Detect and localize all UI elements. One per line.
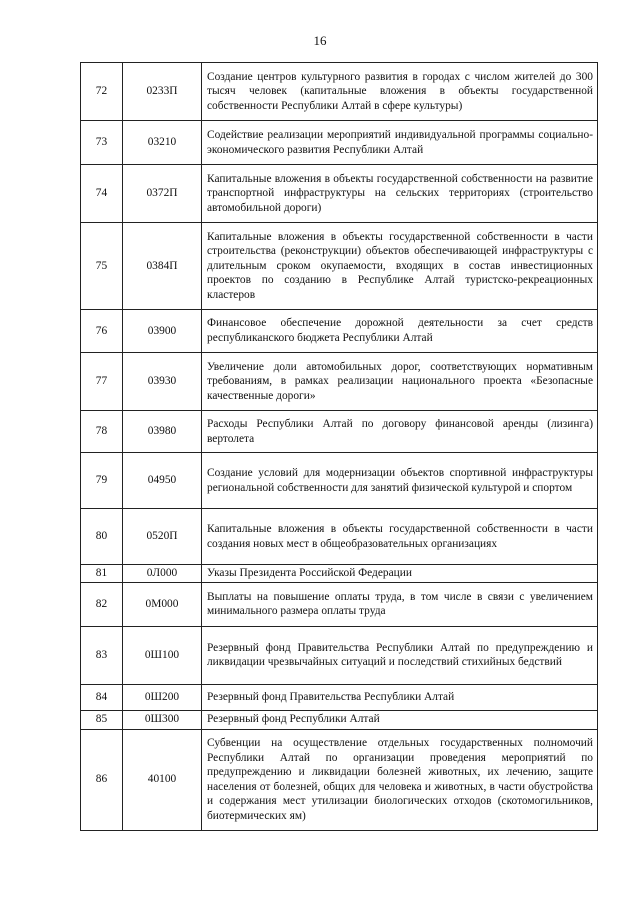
- row-description: Указы Президента Российской Федерации: [202, 565, 598, 583]
- table-row: [81, 165, 598, 223]
- row-number: 84: [81, 684, 123, 710]
- table-row: [81, 63, 598, 121]
- row-description: Капитальные вложения в объекты государственной собственности в части строительства (реконструкции) объектов обеспечивающей инфраструктуры с длительным сроком окупаемости, входящих в состав инвестиционных проектов по созданию в Республике Алтай туристско-рекреационных кластеров: [202, 223, 598, 310]
- row-code: 03900: [123, 310, 202, 353]
- row-code: 0520П: [123, 509, 202, 565]
- row-number: 82: [81, 582, 123, 626]
- row-description: Выплаты на повышение оплаты труда, в том числе в связи с увеличением минимального размера оплаты труда: [202, 582, 598, 626]
- table-row: [81, 729, 598, 830]
- table-row: [81, 565, 598, 583]
- table-row: [81, 121, 598, 165]
- row-number: 80: [81, 509, 123, 565]
- row-code: 03930: [123, 353, 202, 411]
- row-description: Увеличение доли автомобильных дорог, соответствующих нормативным требованиям, в рамках реализации национального проекта «Безопасные качественные дороги»: [202, 353, 598, 411]
- row-description: Капитальные вложения в объекты государственной собственности на развитие транспортной инфраструктуры на сельских территориях (строительство автомобильной дороги): [202, 165, 598, 223]
- page-number: 16: [313, 33, 327, 48]
- row-description: Содействие реализации мероприятий индивидуальной программы социально-экономического развития Республики Алтай: [202, 121, 598, 165]
- row-number: 81: [81, 565, 123, 583]
- row-description: Резервный фонд Правительства Республики Алтай по предупреждению и ликвидации чрезвычайных ситуаций и последствий стихийных бедствий: [202, 626, 598, 684]
- row-number: 72: [81, 63, 123, 121]
- row-description: Резервный фонд Правительства Республики Алтай: [202, 684, 598, 710]
- table-row: [81, 626, 598, 684]
- row-code: 0Л000: [123, 565, 202, 583]
- row-number: 79: [81, 453, 123, 509]
- table-row: [81, 453, 598, 509]
- table-row: [81, 509, 598, 565]
- row-code: 40100: [123, 729, 202, 830]
- row-number: 73: [81, 121, 123, 165]
- row-code: 0372П: [123, 165, 202, 223]
- table-row: [81, 710, 598, 729]
- row-number: 78: [81, 411, 123, 453]
- row-code: 03980: [123, 411, 202, 453]
- row-code: 0Ш200: [123, 684, 202, 710]
- row-number: 85: [81, 710, 123, 729]
- row-description: Капитальные вложения в объекты государственной собственности в части создания новых мест в общеобразовательных организациях: [202, 509, 598, 565]
- row-description: Создание центров культурного развития в городах с числом жителей до 300 тысяч человек (капитальные вложения в объекты государственной собственности Республики Алтай в сфере культуры): [202, 63, 598, 121]
- row-number: 74: [81, 165, 123, 223]
- row-number: 75: [81, 223, 123, 310]
- row-number: 86: [81, 729, 123, 830]
- table-row: [81, 582, 598, 626]
- table-row: [81, 411, 598, 453]
- table-row: [81, 684, 598, 710]
- row-code: 0384П: [123, 223, 202, 310]
- row-code: 0Ш100: [123, 626, 202, 684]
- row-code: 0233П: [123, 63, 202, 121]
- row-description: Резервный фонд Республики Алтай: [202, 710, 598, 729]
- row-description: Расходы Республики Алтай по договору финансовой аренды (лизинга) вертолета: [202, 411, 598, 453]
- row-description: Создание условий для модернизации объектов спортивной инфраструктуры региональной собственности для занятий физической культурой и спортом: [202, 453, 598, 509]
- row-description: Субвенции на осуществление отдельных государственных полномочий Республики Алтай по организации проведения мероприятий по предупреждению и ликвидации болезней животных, их лечению, защите населения от болезней, общих для человека и животных, в части обустройства и содержания мест утилизации биологических отходов (скотомогильников, биотермических ям): [202, 729, 598, 830]
- row-description: Финансовое обеспечение дорожной деятельности за счет средств республиканского бюджета Республики Алтай: [202, 310, 598, 353]
- row-code: 03210: [123, 121, 202, 165]
- table-row: [81, 310, 598, 353]
- table-row: [81, 223, 598, 310]
- row-code: 0М000: [123, 582, 202, 626]
- row-number: 76: [81, 310, 123, 353]
- table-row: [81, 353, 598, 411]
- row-code: 0Ш300: [123, 710, 202, 729]
- row-number: 77: [81, 353, 123, 411]
- budget-codes-table: [80, 62, 598, 831]
- row-code: 04950: [123, 453, 202, 509]
- row-number: 83: [81, 626, 123, 684]
